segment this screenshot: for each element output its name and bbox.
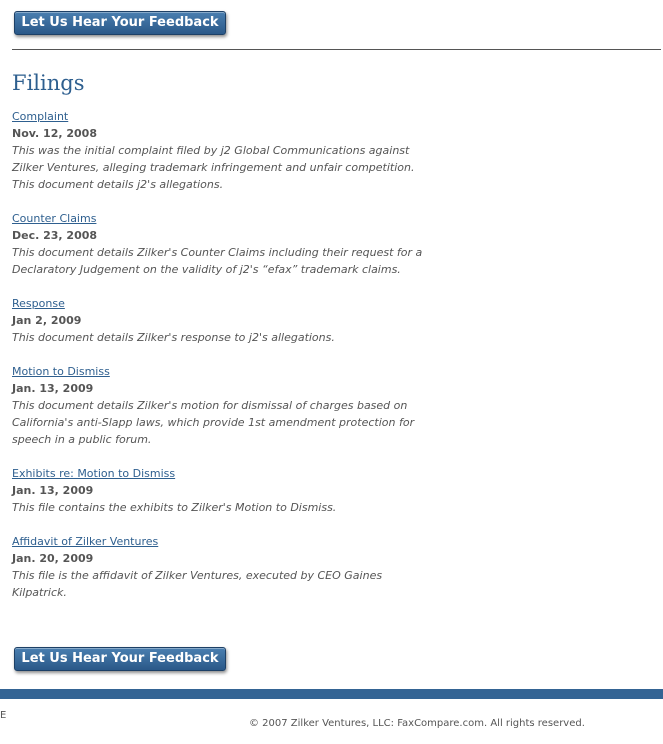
filing-motion-to-dismiss	[12, 363, 432, 448]
filing-exhibits	[12, 465, 432, 516]
filing-response	[12, 295, 432, 346]
filing-description: This file contains the exhibits to Zilker's Motion to Dismiss.	[12, 501, 337, 514]
filing-date: Dec. 23, 2008	[12, 229, 98, 242]
filing-link-affidavit[interactable]: Affidavit of Zilker Ventures	[12, 535, 159, 548]
divider	[12, 49, 661, 50]
filing-description: This file is the affidavit of Zilker Ventures, executed by CEO Gaines Kilpatrick.	[12, 569, 383, 599]
filing-link-complaint[interactable]: Complaint	[12, 110, 69, 123]
footer-bar	[0, 689, 663, 699]
filing-link-counter-claims[interactable]: Counter Claims	[12, 212, 97, 225]
filing-date: Nov. 12, 2008	[12, 127, 97, 140]
page-title: Filings	[12, 71, 85, 95]
filing-link-response[interactable]: Response	[12, 297, 65, 310]
filing-date: Jan. 13, 2009	[12, 484, 94, 497]
filing-description: This was the initial complaint filed by j2 Global Communications against Zilker Ventures, alleging trademark infringement and unfair competition. This document details j2's allegations.	[12, 144, 415, 191]
copyright-text: © 2007 Zilker Ventures, LLC: FaxCompare.com. All rights reserved.	[249, 718, 585, 729]
filings-list	[12, 108, 432, 618]
filing-date: Jan. 13, 2009	[12, 382, 94, 395]
filing-date: Jan 2, 2009	[12, 314, 82, 327]
filing-description: This document details Zilker's motion for dismissal of charges based on California's anti-Slapp laws, which provide 1st amendment protection for speech in a public forum.	[12, 399, 415, 446]
filing-link-motion-to-dismiss[interactable]: Motion to Dismiss	[12, 365, 110, 378]
filing-counter-claims	[12, 210, 432, 278]
filing-description: This document details Zilker's Counter Claims including their request for a Declaratory Judgement on the validity of j2's “efax” trademark claims.	[12, 246, 423, 276]
footer-edge-text: E	[0, 710, 7, 721]
filing-complaint	[12, 108, 432, 193]
filing-date: Jan. 20, 2009	[12, 552, 94, 565]
filing-description: This document details Zilker's response to j2's allegations.	[12, 331, 335, 344]
feedback-button-top[interactable]: Let Us Hear Your Feedback	[14, 11, 226, 35]
filing-affidavit	[12, 533, 432, 601]
filing-link-exhibits[interactable]: Exhibits re: Motion to Dismiss	[12, 467, 176, 480]
feedback-button-bottom[interactable]: Let Us Hear Your Feedback	[14, 647, 226, 671]
